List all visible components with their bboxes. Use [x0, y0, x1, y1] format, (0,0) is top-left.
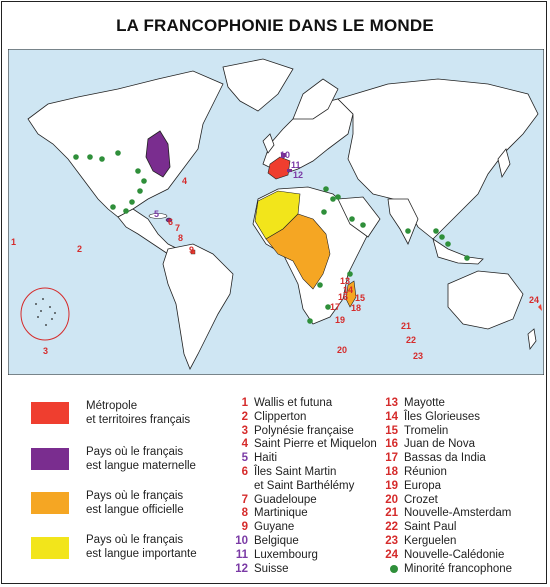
list-item — [380, 438, 512, 452]
list-name: Guadeloupe — [254, 493, 317, 506]
list-number: 21 — [385, 507, 398, 520]
map-label-20: 20 — [337, 345, 348, 355]
list-name: Polynésie française — [254, 424, 354, 437]
map-label-5: 5 — [154, 209, 160, 219]
list-item — [380, 535, 512, 549]
legend-line: Pays où le français — [86, 490, 184, 502]
map-label-17: 17 — [330, 302, 341, 312]
list-name: Europa — [404, 479, 442, 492]
list-number: 15 — [385, 424, 398, 437]
list-number: 20 — [385, 493, 398, 506]
list-number: 6 — [241, 465, 248, 478]
list-item — [230, 466, 377, 480]
map-label-9: 9 — [189, 245, 195, 255]
list-name: Juan de Nova — [404, 438, 475, 451]
map-label-4: 4 — [182, 176, 188, 186]
map-label-8: 8 — [178, 233, 184, 243]
list-item — [380, 466, 512, 480]
list-number: 16 — [385, 438, 398, 451]
list-name: Îles Saint Martin — [254, 465, 337, 478]
list-number: 13 — [385, 397, 398, 409]
list-number: 14 — [385, 410, 398, 423]
legend-line: est langue importante — [86, 548, 197, 560]
list-name: Nouvelle-Amsterdam — [404, 507, 512, 520]
list-item — [230, 425, 377, 439]
list-name: Tromelin — [404, 424, 449, 437]
list-item — [230, 411, 377, 425]
list-number: 1 — [241, 397, 248, 409]
list-item — [230, 549, 377, 563]
places-list-left — [230, 397, 377, 576]
list-number: 8 — [241, 507, 248, 520]
legend-swatch-officielle — [31, 492, 69, 514]
list-name: Haiti — [254, 452, 278, 465]
list-number: 24 — [385, 548, 398, 561]
list-name: Guyane — [254, 521, 295, 534]
list-name: Kerguelen — [404, 534, 457, 547]
list-item — [230, 507, 377, 521]
list-number: 5 — [241, 452, 248, 465]
map-label-14: 14 — [343, 285, 354, 295]
minority-dot-icon — [390, 565, 398, 573]
list-name: Luxembourg — [254, 548, 318, 561]
legend-label-metropole — [86, 399, 190, 427]
list-item — [380, 507, 512, 521]
map-label-19: 19 — [335, 315, 346, 325]
list-item — [230, 480, 377, 494]
legend-label-importante — [86, 533, 197, 561]
list-item — [380, 521, 512, 535]
list-number: 23 — [385, 534, 398, 547]
list-number: 10 — [235, 534, 248, 547]
legend-line: Pays où le français — [86, 446, 184, 458]
map-label-3: 3 — [43, 346, 49, 356]
map-label-2: 2 — [77, 244, 83, 254]
list-item — [380, 397, 512, 411]
list-item — [380, 425, 512, 439]
map-label-6: 6 — [168, 217, 174, 227]
map-label-1: 1 — [11, 237, 17, 247]
map-label-24: 24 — [529, 295, 540, 305]
map-label-22: 22 — [406, 335, 417, 345]
minority-label: Minorité francophone — [404, 562, 513, 575]
legend-line: est langue maternelle — [86, 460, 196, 472]
list-name: Réunion — [404, 465, 447, 478]
list-number: 3 — [241, 424, 248, 437]
list-name: Nouvelle-Calédonie — [404, 548, 505, 561]
list-number: 18 — [385, 465, 398, 478]
legend-swatch-importante — [31, 537, 69, 559]
list-name: Wallis et futuna — [254, 397, 333, 409]
list-name: et Saint Barthélémy — [254, 479, 355, 492]
map-title: LA FRANCOPHONIE DANS LE MONDE — [116, 16, 434, 35]
list-name: Îles Glorieuses — [404, 410, 481, 423]
world-map — [8, 49, 544, 375]
list-number: 9 — [241, 521, 248, 534]
list-item — [230, 397, 377, 411]
list-name: Belgique — [254, 534, 299, 547]
list-item — [230, 563, 377, 577]
list-item — [230, 438, 377, 452]
legend-label-officielle — [86, 489, 184, 517]
list-item — [380, 411, 512, 425]
list-number: 22 — [385, 521, 398, 534]
list-item — [230, 494, 377, 508]
legend-swatch-metropole — [31, 402, 69, 424]
legend-minority — [380, 563, 512, 577]
map-label-16: 16 — [338, 292, 349, 302]
legend-line: et territoires français — [86, 414, 191, 426]
list-item — [380, 480, 512, 494]
list-item — [380, 549, 512, 563]
list-name: Saint Paul — [404, 521, 457, 534]
list-name: Suisse — [254, 562, 289, 575]
map-label-15: 15 — [355, 293, 366, 303]
list-item — [230, 521, 377, 535]
map-label-11: 11 — [291, 160, 301, 170]
map-label-13: 13 — [340, 276, 351, 286]
places-list-right — [380, 397, 512, 576]
legend-line: Métropole — [86, 400, 138, 412]
legend-label-maternelle — [86, 445, 196, 473]
list-item — [230, 535, 377, 549]
list-name: Martinique — [254, 507, 308, 520]
map-label-23: 23 — [413, 351, 424, 361]
map-frame — [1, 1, 547, 584]
legend-line: est langue officielle — [86, 504, 184, 516]
list-name: Saint Pierre et Miquelon — [254, 438, 377, 451]
map-label-21: 21 — [401, 321, 412, 331]
map-label-12: 12 — [293, 170, 304, 180]
list-item — [380, 452, 512, 466]
list-number: 7 — [241, 493, 248, 506]
list-name: Crozet — [404, 493, 438, 506]
list-item — [230, 452, 377, 466]
list-number: 11 — [235, 548, 248, 561]
map-label-7: 7 — [175, 223, 181, 233]
list-name: Clipperton — [254, 410, 307, 423]
list-number: 17 — [385, 452, 398, 465]
list-name: Mayotte — [404, 397, 445, 409]
list-number: 12 — [235, 562, 248, 575]
list-name: Bassas da India — [404, 452, 486, 465]
list-item — [380, 494, 512, 508]
list-number: 4 — [241, 438, 248, 451]
map-label-18: 18 — [351, 303, 362, 313]
list-number: 2 — [241, 410, 248, 423]
legend-line: Pays où le français — [86, 534, 184, 546]
legend-swatch-maternelle — [31, 448, 69, 470]
map-label-10: 10 — [280, 150, 291, 160]
list-number: 19 — [385, 479, 398, 492]
